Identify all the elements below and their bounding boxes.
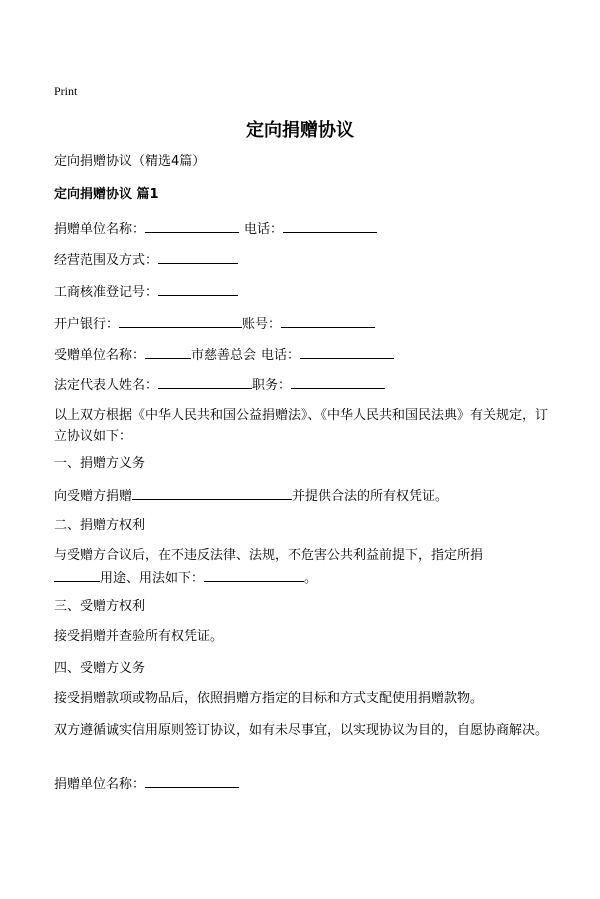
- purpose-blank: [54, 567, 100, 582]
- section4-text: 接受捐赠款项或物品后，依照捐赠方指定的目标和方式支配使用捐赠款物。: [54, 691, 484, 706]
- business-scope-row: [54, 249, 554, 270]
- donation-blank: [132, 485, 292, 500]
- section1-post: 并提供合法的所有权凭证。: [292, 489, 449, 504]
- section3-title: 三、受赠方权利: [54, 599, 146, 614]
- registration-label: 工商核准登记号：: [54, 285, 159, 300]
- legal-rep-blank: [158, 374, 252, 389]
- recipient-blank: [145, 344, 191, 359]
- phone-blank: [283, 218, 377, 233]
- section-heading: 定向捐赠协议 篇1: [54, 187, 159, 202]
- section2-mid: 用途、用法如下：: [100, 571, 205, 586]
- legal-rep-label: 法定代表人姓名：: [54, 378, 159, 393]
- recipient-label: 受赠单位名称：: [54, 348, 146, 363]
- charity-name: 市慈善总会: [191, 348, 257, 363]
- section2-text-cont: [54, 567, 554, 588]
- bank-row: [54, 313, 554, 334]
- section2-end: 。: [304, 571, 318, 586]
- phone2-label: 电话：: [261, 348, 301, 363]
- section2-title: 二、捐赠方权利: [54, 518, 146, 533]
- print-link[interactable]: Print: [54, 84, 78, 98]
- sign-donor-blank: [145, 773, 239, 788]
- account-label: 账号：: [242, 317, 282, 332]
- registration-blank: [158, 281, 238, 296]
- section1-text: [54, 485, 554, 506]
- usage-blank: [204, 567, 304, 582]
- section1-pre: 向受赠方捐赠: [54, 489, 133, 504]
- business-scope-blank: [158, 249, 238, 264]
- section4-title: 四、受赠方义务: [54, 661, 146, 676]
- document-subtitle: 定向捐赠协议（精选4篇）: [54, 154, 206, 169]
- section1-title: 一、捐赠方义务: [54, 456, 146, 471]
- account-blank: [281, 313, 375, 328]
- position-blank: [291, 374, 385, 389]
- sign-row: [54, 773, 554, 794]
- donor-name-blank: [145, 218, 239, 233]
- closing-paragraph: 双方遵循诚实信用原则签订协议，如有未尽事宜，以实现协议为目的，自愿协商解决。: [54, 723, 549, 738]
- document-title: 定向捐赠协议: [246, 120, 354, 141]
- legal-rep-row: [54, 374, 554, 395]
- intro-paragraph: 以上双方根据《中华人民共和国公益捐赠法》、《中华人民共和国民法典》有关规定，订立协议如下：: [54, 408, 549, 444]
- registration-row: [54, 281, 554, 302]
- sign-donor-label: 捐赠单位名称：: [54, 777, 146, 792]
- bank-blank: [119, 313, 242, 328]
- recipient-row: [54, 344, 554, 365]
- donor-row: [54, 218, 554, 239]
- phone2-blank: [300, 344, 394, 359]
- bank-label: 开户银行：: [54, 317, 120, 332]
- section2-text: 与受赠方合议后，在不违反法律、法规，不危害公共利益前提下，指定所捐: [54, 548, 484, 563]
- donor-name-label: 捐赠单位名称：: [54, 222, 146, 237]
- section3-text: 接受捐赠并查验所有权凭证。: [54, 629, 224, 644]
- phone-label: 电话：: [244, 222, 284, 237]
- position-label: 职务：: [252, 378, 292, 393]
- business-scope-label: 经营范围及方式：: [54, 253, 159, 268]
